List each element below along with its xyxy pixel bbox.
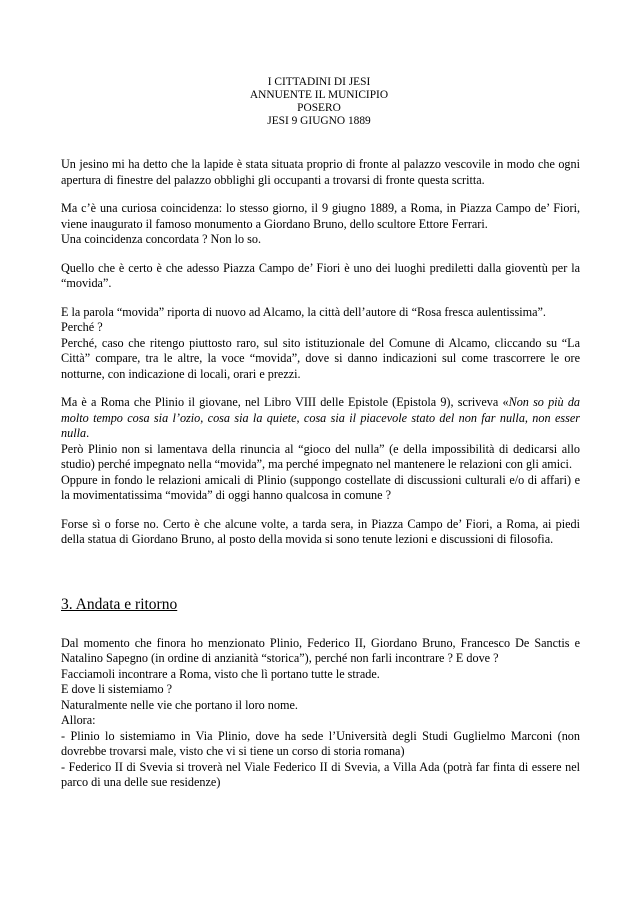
text-line: E dove li sistemiamo ?: [61, 682, 173, 696]
paragraph-campo-de-fiori: [61, 261, 580, 292]
plinio-quote: Non so più da molto tempo cosa sia l’ozio, cosa sia la quiete, cosa sia il piacevole stato del non far nulla, non esser nulla: [61, 395, 581, 440]
text-line: Forse sì o forse no. Certo è che alcune volte, a tarda sera, in Piazza Campo de’ Fiori, a Roma, ai piedi della statua di Giordano Bruno, al posto della movida si sono tenute lezioni e discussioni di filosofia.: [61, 516, 580, 546]
heading-line: JESI 9 GIUGNO 1889: [267, 115, 371, 127]
paragraph-plinio: [61, 395, 580, 504]
text-line: - Plinio lo sistemiamo in Via Plinio, dove ha sede l’Università degli Studi Guglielmo Marconi (non dovrebbe trovarsi male, visto che vi si tiene un corso di storia romana): [61, 728, 580, 758]
text-line: Perché, caso che ritengo piuttosto raro, sul sito istituzionale del Comune di Alcamo, cliccando su “La Città” compare, tra le altre, la voce “movida”, dove si danno indicazioni sul come trascorrere le ore notturne, con indicazione di locali, orari e prezzi.: [61, 335, 580, 381]
text-line: Ma c’è una curiosa coincidenza: lo stesso giorno, il 9 giugno 1889, a Roma, in Piazza Campo de’ Fiori, viene inaugurato il famoso monumento a Giordano Bruno, dello scultore Ettore Ferrari.: [61, 201, 580, 231]
text-line: Una coincidenza concordata ? Non lo so.: [61, 232, 261, 246]
text-line: Dal momento che finora ho menzionato Plinio, Federico II, Giordano Bruno, Francesco De Sanctis e Natalino Sapegno (in ordine di anzianità “storica”), perché non farli incontrare ? E dove ?: [61, 635, 580, 665]
text-line: - Federico II di Svevia si troverà nel Viale Federico II di Svevia, a Villa Ada (potrà far finta di essere nel parco di una delle sue residenze): [61, 759, 580, 789]
text-line: Quello che è certo è che adesso Piazza Campo de’ Fiori è uno dei luoghi prediletti dalla gioventù per la “movida”.: [61, 260, 580, 290]
paragraph-forse: [61, 517, 580, 548]
inscription-heading: [160, 76, 478, 128]
text-line: Oppure in fondo le relazioni amicali di Plinio (suppongo costellate di discussioni culturali e/o di affari) e la movimentatissima “movida” di oggi hanno qualcosa in comune ?: [61, 472, 580, 502]
paragraph-alcamo: [61, 305, 580, 383]
text-line: Un jesino mi ha detto che la lapide è stata situata proprio di fronte al palazzo vescovile in modo che ogni apertura di finestre del palazzo obblighi gli occupanti a trovarsi di fronte questa scritta.: [61, 157, 580, 187]
text-line: Perché ?: [61, 320, 103, 334]
paragraph-coincidenza: [61, 201, 580, 248]
text-line: E la parola “movida” riporta di nuovo ad Alcamo, la città dell’autore di “Rosa fresca aulentissima”.: [61, 304, 546, 319]
section-title: 3. Andata e ritorno: [61, 595, 178, 613]
document-body: [61, 157, 580, 804]
text-line: Facciamoli incontrare a Roma, visto che lì portano tutte le strade.: [61, 666, 380, 681]
heading-line: POSERO: [297, 102, 341, 114]
text-line: [61, 395, 580, 442]
plinio-intro: Ma è a Roma che Plinio il giovane, nel Libro VIII delle Epistole (Epistola 9), scriveva «: [61, 395, 509, 409]
text-line: Allora:: [61, 713, 96, 727]
section-paragraph: [61, 636, 580, 791]
text-line: Naturalmente nelle vie che portano il loro nome.: [61, 697, 298, 712]
paragraph-lapide: [61, 157, 580, 188]
plinio-quote-end: .: [86, 426, 90, 440]
heading-line: I CITTADINI DI JESI: [267, 76, 371, 88]
heading-line: ANNUENTE IL MUNICIPIO: [249, 89, 389, 101]
text-line: Però Plinio non si lamentava della rinuncia al “gioco del nulla” (e della impossibilità di dedicarsi allo studio) perché impegnato nella “movida”, ma perché impegnato nel mantenere le relazioni con gli amici.: [61, 441, 580, 471]
